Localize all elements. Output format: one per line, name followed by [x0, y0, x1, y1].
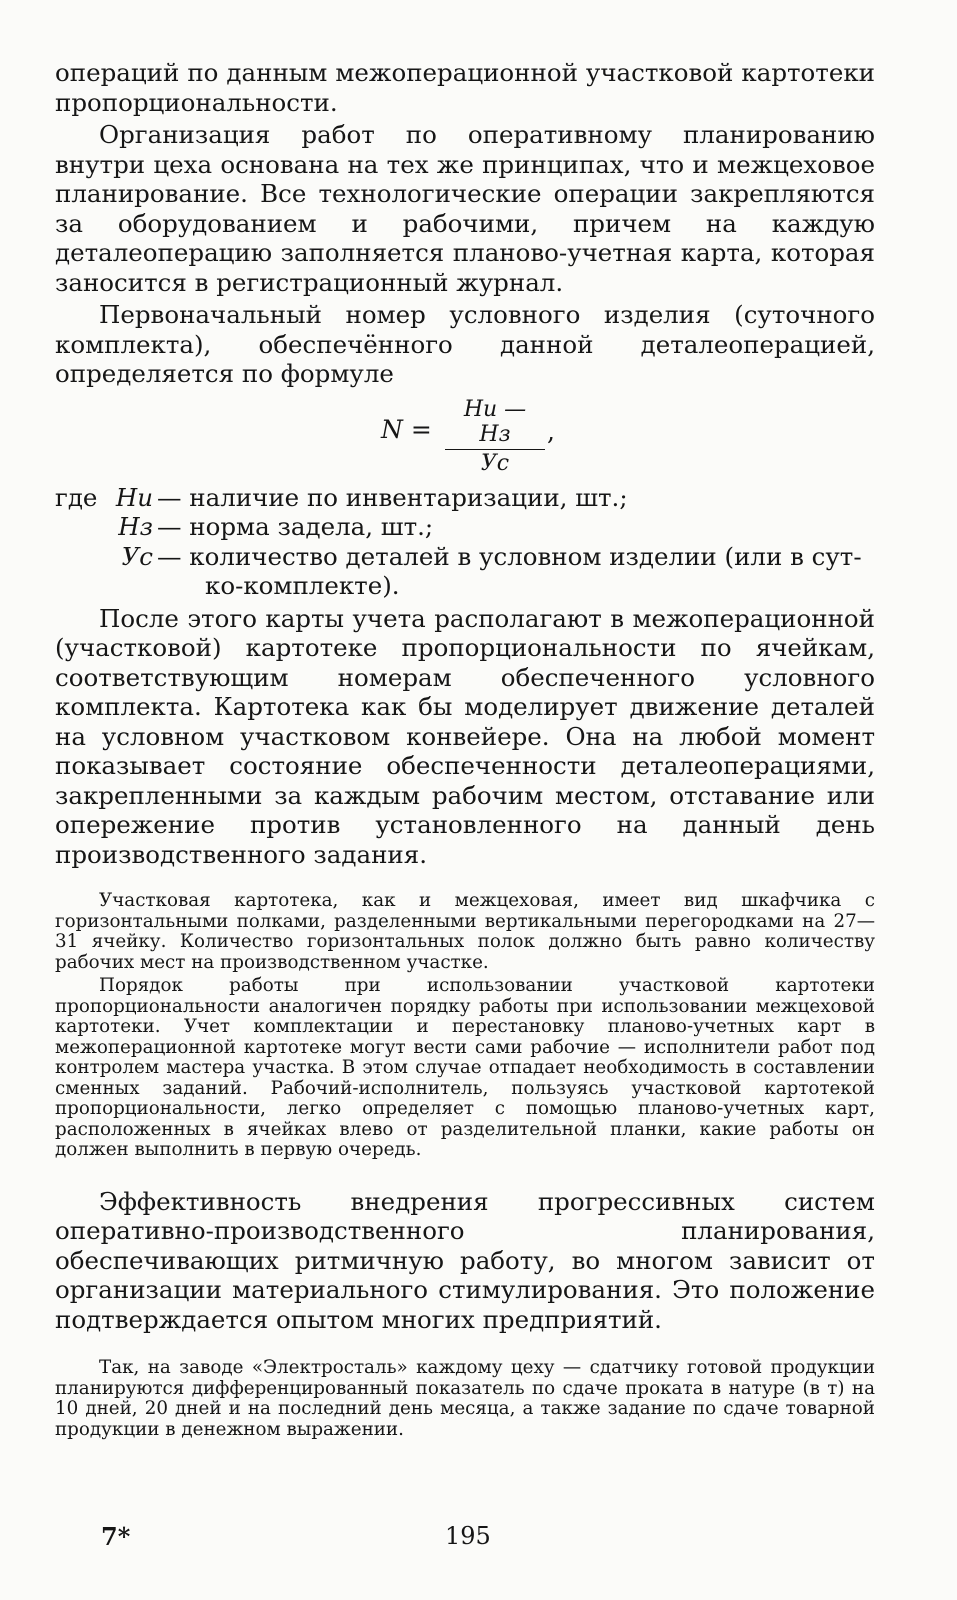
definition-description: количество деталей в условном изделии (или в сут- — [189, 541, 862, 571]
definition-symbol: Hи — [115, 482, 153, 512]
definition-where: где — [55, 482, 98, 512]
page-footer — [55, 1522, 875, 1552]
definition-symbol: Ус — [121, 541, 153, 571]
formula-lhs: N = — [381, 414, 432, 444]
definition-continuation: ко-комплекте). — [205, 571, 400, 600]
paragraph-efficiency: Эффективность внедрения прогрессивных систем оперативно-производственного планирования, обеспечивающих ритмичную работу, во многом зависит от организации материального стимулирования. Это положение подтверждается опытом многих предприятий. — [55, 1186, 875, 1334]
formula-numerator: Hи — Hз — [445, 397, 545, 450]
small-paragraph-cabinet: Участковая картотека, как и межцеховая, имеет вид шкафчика с горизонтальными полками, разделенными вертикальными перегородками на 27—31 ячейку. Количество горизонтальных полок должно быть равно количеству рабочих мест на производственном участке. — [55, 890, 875, 973]
page-content — [55, 58, 875, 1551]
formula — [55, 391, 875, 477]
definition-dash: — — [157, 482, 182, 512]
small-paragraph-procedure: Порядок работы при использовании участковой картотеки пропорциональности аналогичен порядку работы при использовании межцеховой картотеки. Учет комплектации и перестановку планово-учетных карт в межоперационной картотеке могут вести сами рабочие — исполнители работ под контролем мастера участка. В этом случае отпадает необходимость в составлении сменных заданий. Рабочий-исполнитель, пользуясь участковой картотекой пропорциональности, легко определяет с помощью планово-учетных карт, расположенных в ячейках влево от разделительной планки, какие работы он должен выполнить в первую очередь. — [55, 975, 875, 1160]
definition-spacer — [55, 512, 113, 542]
paragraph-organization: Организация работ по оперативному планированию внутри цеха основана на тех же принципах, что и межцеховое планирование. Все технологические операции закрепляются за оборудованием и рабочими, причем на каждую деталеоперацию заполняется планово-учетная карта, которая заносится в регистрационный журнал. — [55, 120, 875, 297]
formula-comma: , — [547, 416, 555, 446]
definition-text — [157, 512, 875, 542]
formula-definitions — [55, 483, 875, 601]
definition-text — [157, 542, 875, 601]
definition-description: норма задела, шт.; — [189, 512, 434, 541]
signature-mark: 7* — [101, 1522, 131, 1551]
paragraph-card-file: После этого карты учета располагают в межоперационной (участковой) картотеке пропорциональности по ячейкам, соответствующим номерам обеспеченного условного комплекта. Картотека как бы моделирует движение деталей на условном участковом конвейере. Она на любой момент показывает состояние обеспеченности деталеоперациями, закрепленными за каждым рабочим местом, отставание или опережение против установленного на данный день производственного задания. — [55, 603, 875, 869]
small-paragraph-elektrostal: Так, на заводе «Электросталь» каждому цеху — сдатчику готовой продукции планируются дифференцированный показатель по сдаче проката в натуре (в т) на 10 дней, 20 дней и на последний день месяца, а также задание по сдаче товарной продукции в денежном выражении. — [55, 1357, 875, 1440]
definition-text — [157, 483, 875, 513]
definition-row — [55, 542, 875, 601]
page-number: 195 — [445, 1522, 491, 1550]
formula-fraction — [445, 397, 545, 476]
definition-description: наличие по инвентаризации, шт.; — [189, 482, 628, 512]
definition-row — [55, 512, 875, 542]
definition-symbol: Hз — [118, 512, 153, 541]
definition-dash: — — [157, 541, 182, 571]
paragraph-initial-number: Первоначальный номер условного изделия (суточного комплекта), обеспечённого данной деталеоперацией, определяется по формуле — [55, 300, 875, 388]
definition-row — [55, 483, 875, 513]
formula-denominator: Ус — [480, 450, 510, 476]
paragraph-continuation: операций по данным межоперационной участковой картотеки пропорциональности. — [55, 58, 875, 117]
definition-spacer — [55, 542, 113, 601]
small-print-block — [55, 891, 875, 1161]
definition-dash: — — [157, 512, 182, 541]
